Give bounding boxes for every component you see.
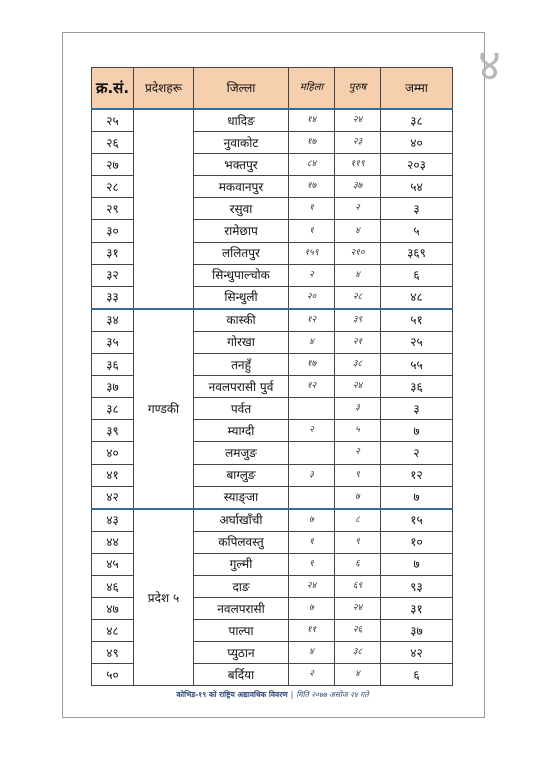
female-count-cell: १२	[289, 309, 335, 332]
district-cell: अर्घाखाँची	[194, 509, 289, 532]
female-count-cell: २	[289, 264, 335, 286]
serial-cell: ४९	[92, 642, 134, 664]
female-count-cell: ११	[289, 620, 335, 642]
male-count-cell: २१	[335, 331, 381, 353]
footer-title: कोभिड-१९ को राष्ट्रिय अद्यावधिक विवरण	[176, 690, 288, 699]
table-row	[92, 109, 453, 132]
serial-cell: ४३	[92, 509, 134, 532]
total-count-cell: ५१	[381, 309, 453, 332]
male-count-cell: २४	[335, 376, 381, 398]
female-count-cell: २	[289, 664, 335, 686]
district-cell: कपिलवस्तु	[194, 531, 289, 553]
serial-cell: २९	[92, 198, 134, 220]
district-cell: नुवाकोट	[194, 132, 289, 154]
male-count-cell: ६	[335, 553, 381, 575]
male-count-cell: ४	[335, 664, 381, 686]
male-count-cell: ८	[335, 509, 381, 532]
total-count-cell: ३८	[381, 109, 453, 132]
serial-cell: २७	[92, 154, 134, 176]
female-count-cell: १	[289, 553, 335, 575]
female-count-cell: ७	[289, 598, 335, 620]
total-count-cell: ३६	[381, 376, 453, 398]
total-count-cell: ३	[381, 398, 453, 420]
district-cell: धादिङ	[194, 109, 289, 132]
serial-cell: ३५	[92, 331, 134, 353]
district-cell: स्याङ्जा	[194, 486, 289, 509]
district-cell: दाङ	[194, 575, 289, 597]
male-count-cell: २१०	[335, 242, 381, 264]
male-count-cell: ४	[335, 220, 381, 242]
total-count-cell: ४८	[381, 286, 453, 309]
serial-cell: ३९	[92, 420, 134, 442]
female-count-cell: ४	[289, 642, 335, 664]
total-count-cell: ९३	[381, 575, 453, 597]
serial-cell: ३४	[92, 309, 134, 332]
footer-separator: |	[290, 690, 294, 699]
serial-cell: ४४	[92, 531, 134, 553]
male-count-cell: २३	[335, 132, 381, 154]
male-count-cell: २८	[335, 286, 381, 309]
district-cell: भक्तपुर	[194, 154, 289, 176]
serial-cell: ४६	[92, 575, 134, 597]
female-count-cell: १७	[289, 354, 335, 376]
table-body	[92, 109, 453, 686]
female-count-cell: १	[289, 531, 335, 553]
serial-cell: ३२	[92, 264, 134, 286]
footer-date: मिति २०७७ असोज २४ गते	[296, 690, 369, 699]
male-count-cell: ९	[335, 464, 381, 486]
total-count-cell: १५	[381, 509, 453, 532]
district-cell: तनहुँ	[194, 354, 289, 376]
female-count-cell	[289, 442, 335, 464]
serial-cell: ४०	[92, 442, 134, 464]
serial-cell: २६	[92, 132, 134, 154]
male-count-cell: ३९	[335, 309, 381, 332]
district-cell: गोरखा	[194, 331, 289, 353]
female-count-cell: २४	[289, 575, 335, 597]
female-count-cell	[289, 486, 335, 509]
serial-cell: ४१	[92, 464, 134, 486]
total-count-cell: ७	[381, 420, 453, 442]
female-count-cell: १	[289, 220, 335, 242]
table-row	[92, 509, 453, 532]
serial-cell: ३१	[92, 242, 134, 264]
total-count-cell: ३७	[381, 620, 453, 642]
male-count-cell: ३८	[335, 354, 381, 376]
district-cell: बाग्लुङ	[194, 464, 289, 486]
district-cell: रामेछाप	[194, 220, 289, 242]
district-cell: प्युठान	[194, 642, 289, 664]
male-count-cell: ३८	[335, 642, 381, 664]
total-count-cell: ३६९	[381, 242, 453, 264]
serial-cell: ४७	[92, 598, 134, 620]
header-province: प्रदेशहरू	[134, 68, 194, 110]
total-count-cell: १२	[381, 464, 453, 486]
total-count-cell: ५	[381, 220, 453, 242]
female-count-cell: १५९	[289, 242, 335, 264]
district-cell: नवलपरासी पुर्व	[194, 376, 289, 398]
district-cell: मकवानपुर	[194, 176, 289, 198]
district-cell: ललितपुर	[194, 242, 289, 264]
header-male: पुरुष	[335, 68, 381, 110]
female-count-cell: ४	[289, 331, 335, 353]
male-count-cell: २४	[335, 598, 381, 620]
total-count-cell: १०	[381, 531, 453, 553]
female-count-cell: २०	[289, 286, 335, 309]
female-count-cell: १७	[289, 176, 335, 198]
female-count-cell	[289, 398, 335, 420]
table-row	[92, 309, 453, 332]
district-cell: नवलपरासी	[194, 598, 289, 620]
serial-cell: ४२	[92, 486, 134, 509]
province-cell: गण्डकी	[134, 309, 194, 509]
total-count-cell: ४२	[381, 642, 453, 664]
male-count-cell: ५	[335, 420, 381, 442]
serial-cell: ३६	[92, 354, 134, 376]
total-count-cell: २	[381, 442, 453, 464]
total-count-cell: ७	[381, 553, 453, 575]
female-count-cell: १२	[289, 376, 335, 398]
male-count-cell: ६९	[335, 575, 381, 597]
male-count-cell: ७	[335, 486, 381, 509]
serial-cell: ३८	[92, 398, 134, 420]
district-cell: कास्की	[194, 309, 289, 332]
male-count-cell: २६	[335, 620, 381, 642]
district-cell: पर्वत	[194, 398, 289, 420]
total-count-cell: २५	[381, 331, 453, 353]
total-count-cell: ६	[381, 664, 453, 686]
table-header-row	[92, 68, 453, 110]
male-count-cell: ३७	[335, 176, 381, 198]
serial-cell: ३७	[92, 376, 134, 398]
male-count-cell: ११९	[335, 154, 381, 176]
total-count-cell: २०३	[381, 154, 453, 176]
district-cell: रसुवा	[194, 198, 289, 220]
serial-cell: २५	[92, 109, 134, 132]
female-count-cell: २	[289, 420, 335, 442]
district-cases-table	[91, 67, 453, 686]
footer	[62, 690, 483, 700]
total-count-cell: ४०	[381, 132, 453, 154]
serial-cell: ५०	[92, 664, 134, 686]
province-cell	[134, 109, 194, 309]
total-count-cell: ३	[381, 198, 453, 220]
header-district: जिल्ला	[194, 68, 289, 110]
serial-cell: ४५	[92, 553, 134, 575]
total-count-cell: ५४	[381, 176, 453, 198]
female-count-cell: ७	[289, 509, 335, 532]
total-count-cell: ३१	[381, 598, 453, 620]
district-cell: पाल्पा	[194, 620, 289, 642]
serial-cell: २८	[92, 176, 134, 198]
total-count-cell: ७	[381, 486, 453, 509]
serial-cell: ३३	[92, 286, 134, 309]
female-count-cell: १४	[289, 109, 335, 132]
male-count-cell: ४	[335, 264, 381, 286]
district-cell: गुल्मी	[194, 553, 289, 575]
district-cell: सिन्धुली	[194, 286, 289, 309]
total-count-cell: ५५	[381, 354, 453, 376]
district-cell: बर्दिया	[194, 664, 289, 686]
serial-cell: ४८	[92, 620, 134, 642]
female-count-cell: १	[289, 198, 335, 220]
serial-cell: ३०	[92, 220, 134, 242]
total-count-cell: ६	[381, 264, 453, 286]
header-serial: क्र.सं.	[92, 68, 134, 110]
male-count-cell: २४	[335, 109, 381, 132]
header-female: महिला	[289, 68, 335, 110]
district-cell: म्याग्दी	[194, 420, 289, 442]
male-count-cell: ९	[335, 531, 381, 553]
page-number: ४	[478, 40, 501, 91]
district-cell: लमजुङ	[194, 442, 289, 464]
male-count-cell: ३	[335, 398, 381, 420]
male-count-cell: २	[335, 442, 381, 464]
male-count-cell: २	[335, 198, 381, 220]
female-count-cell: ३	[289, 464, 335, 486]
female-count-cell: ८४	[289, 154, 335, 176]
province-cell: प्रदेश ५	[134, 509, 194, 686]
female-count-cell: १७	[289, 132, 335, 154]
header-total: जम्मा	[381, 68, 453, 110]
district-cell: सिन्धुपाल्चोक	[194, 264, 289, 286]
